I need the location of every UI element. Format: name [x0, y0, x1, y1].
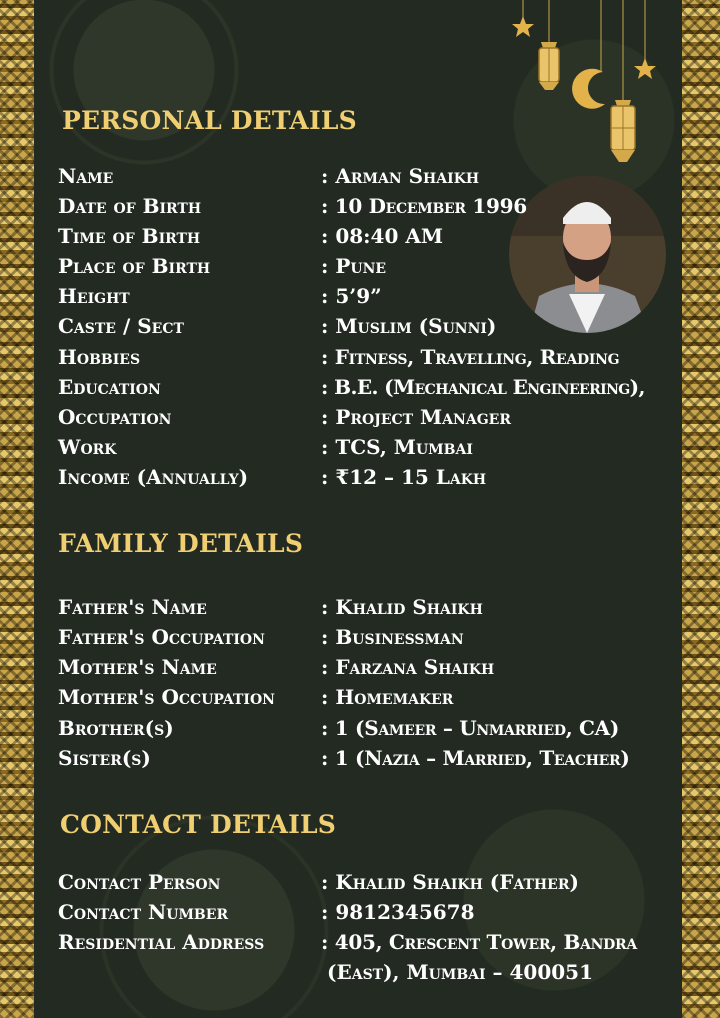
crescent-moon-icon — [572, 69, 605, 109]
field-value: : Fitness, Travelling, Reading — [321, 345, 620, 369]
field-label: Work — [58, 435, 117, 459]
detail-row — [0, 900, 720, 930]
field-label: Sister(s) — [58, 746, 151, 770]
field-value: : 08:40 AM — [321, 224, 444, 248]
detail-row — [0, 960, 720, 990]
field-label: Father's Occupation — [58, 625, 265, 649]
field-value: : 9812345678 — [321, 900, 475, 924]
family-details-heading: FAMILY DETAILS — [58, 529, 304, 558]
field-value: : Homemaker — [321, 685, 454, 709]
detail-row — [0, 405, 720, 435]
detail-row — [0, 284, 720, 314]
field-label: Residential Address — [58, 930, 265, 954]
field-label: Height — [58, 284, 130, 308]
detail-row — [0, 194, 720, 224]
field-label: Income (Annually) — [58, 465, 249, 489]
field-value: : Muslim (Sunni) — [321, 314, 497, 338]
detail-row — [0, 655, 720, 685]
field-label: Brother(s) — [58, 716, 174, 740]
detail-row — [0, 595, 720, 625]
field-value: : ₹12 – 15 Lakh — [321, 465, 487, 489]
lantern-decoration-icon — [505, 0, 675, 175]
field-label: Time of Birth — [58, 224, 201, 248]
detail-row — [0, 625, 720, 655]
field-value: : Khalid Shaikh — [321, 595, 483, 619]
field-value: : Arman Shaikh — [321, 164, 480, 188]
personal-details-heading: PERSONAL DETAILS — [62, 106, 357, 135]
field-label: Father's Name — [58, 595, 207, 619]
detail-row — [0, 716, 720, 746]
field-value: : B.E. (Mechanical Engineering), — [321, 375, 645, 399]
detail-row — [0, 465, 720, 495]
field-label: Education — [58, 375, 161, 399]
detail-row — [0, 314, 720, 344]
detail-row — [0, 685, 720, 715]
ornamental-border-left — [0, 0, 34, 1018]
field-label: Mother's Occupation — [58, 685, 275, 709]
detail-row — [0, 254, 720, 284]
ornamental-border-right — [682, 0, 720, 1018]
field-value: : 1 (Nazia – Married, Teacher) — [321, 746, 630, 770]
address-line-2: (East), Mumbai – 400051 — [327, 960, 593, 984]
detail-row — [0, 746, 720, 776]
field-label: Hobbies — [58, 345, 141, 369]
detail-row — [0, 224, 720, 254]
field-value: : Khalid Shaikh (Father) — [321, 870, 579, 894]
field-value: : Pune — [321, 254, 387, 278]
field-value: : TCS, Mumbai — [321, 435, 473, 459]
field-value: : 405, Crescent Tower, Bandra — [321, 930, 637, 954]
field-value: : 1 (Sameer – Unmarried, CA) — [321, 716, 620, 740]
field-label: Contact Person — [58, 870, 221, 894]
contact-details-heading: CONTACT DETAILS — [60, 810, 337, 839]
field-value: : Project Manager — [321, 405, 511, 429]
star-icon — [512, 16, 534, 37]
field-label: Date of Birth — [58, 194, 202, 218]
detail-row — [0, 345, 720, 375]
lantern-icon — [611, 100, 635, 162]
field-label: Place of Birth — [58, 254, 211, 278]
detail-row — [0, 375, 720, 405]
field-label: Name — [58, 164, 114, 188]
field-label: Caste / Sect — [58, 314, 184, 338]
star-icon — [634, 58, 656, 79]
field-value: : 10 December 1996 — [321, 194, 527, 218]
detail-row — [0, 930, 720, 960]
detail-row — [0, 164, 720, 194]
detail-row — [0, 435, 720, 465]
field-value: : Farzana Shaikh — [321, 655, 495, 679]
field-label: Contact Number — [58, 900, 229, 924]
field-label: Occupation — [58, 405, 172, 429]
field-value: : 5’9” — [321, 284, 382, 308]
field-value: : Businessman — [321, 625, 464, 649]
detail-row — [0, 870, 720, 900]
lantern-icon — [539, 42, 559, 90]
field-label: Mother's Name — [58, 655, 217, 679]
